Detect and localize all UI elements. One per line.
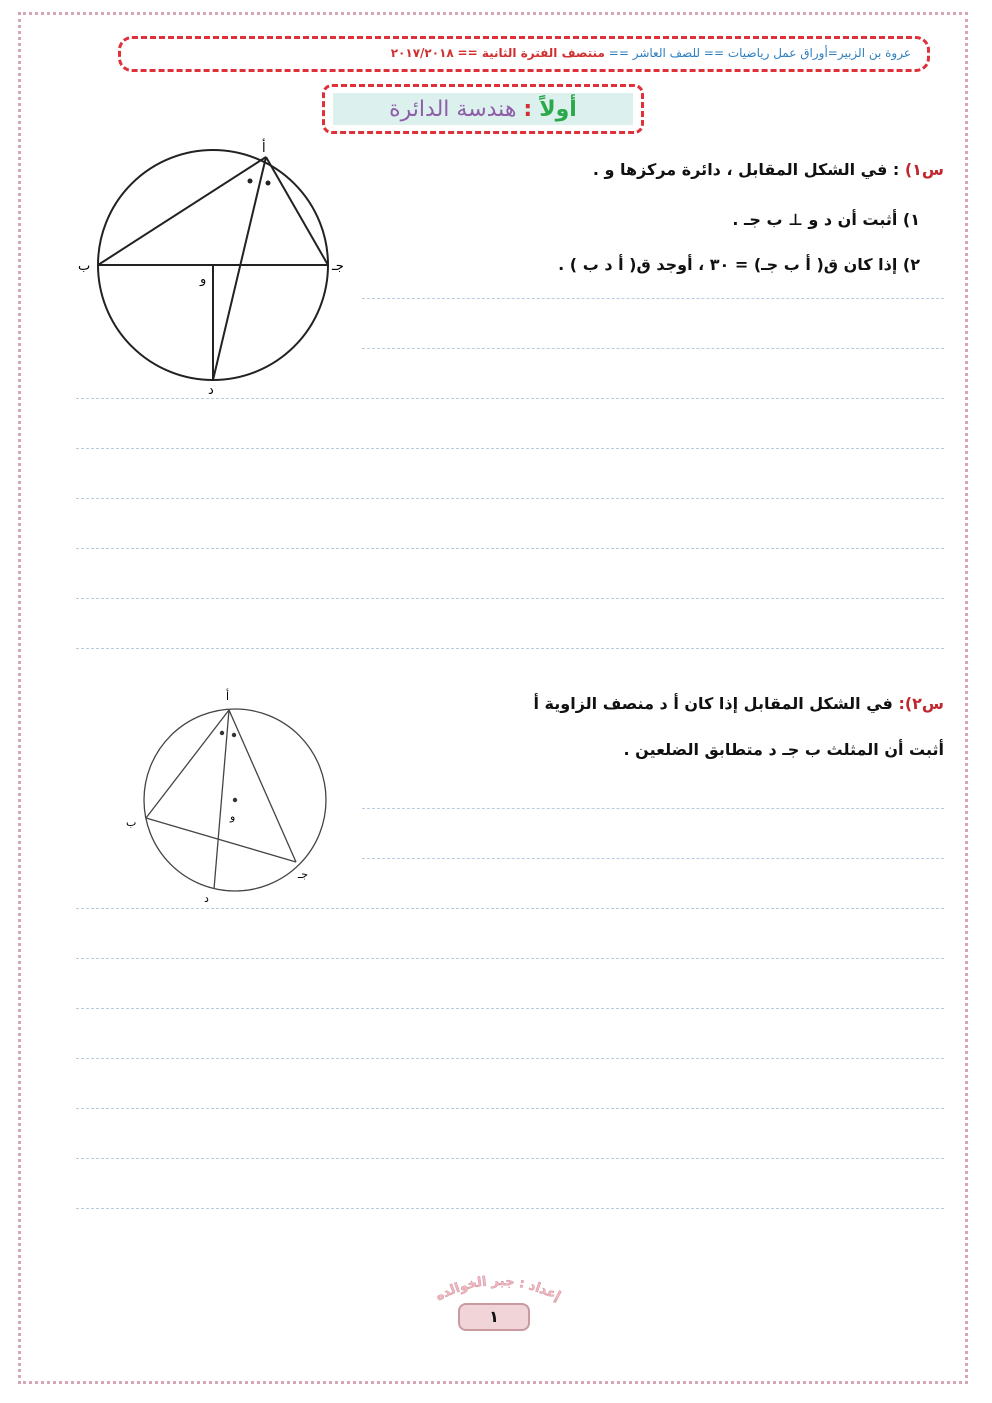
- title-colon: :: [523, 97, 533, 122]
- q2-fig-label-d: د: [204, 892, 209, 905]
- q1-fig-label-j: جـ: [332, 259, 344, 274]
- q1-item2: ٢) إذا كان ق( ﺃ ب جـ) = ٣٠ ، أوجد ق( ﺃ د ب ) .: [558, 255, 920, 274]
- svg-text:إعداد : جبر الخوالده: إعداد : جبر الخوالده: [433, 1273, 563, 1305]
- header-banner: [118, 36, 930, 72]
- answer-line: [76, 648, 944, 649]
- q2-fig-label-a: ﺃ: [226, 690, 230, 703]
- answer-line: [76, 1058, 944, 1059]
- answer-line: [362, 298, 944, 299]
- q1-fig-label-d: د: [208, 383, 214, 398]
- q1-fig-label-w: و: [200, 272, 207, 287]
- answer-line: [76, 448, 944, 449]
- q2-stem: [534, 694, 945, 713]
- q2-label: س٢):: [898, 694, 944, 713]
- q2-fig-label-w: و: [230, 810, 236, 823]
- q1-fig-label-a: ﺃ: [262, 141, 266, 156]
- header-school: عروة بن الزبير=أوراق عمل رياضيات ==: [703, 46, 911, 60]
- q2-text: في الشكل المقابل إذا كان ﺃ د منصف الزاوية ﺃ: [533, 694, 893, 713]
- answer-line: [76, 598, 944, 599]
- q2-figure: [120, 686, 340, 906]
- answer-line: [362, 858, 944, 859]
- page-number: ١: [458, 1303, 530, 1331]
- q1-fig-label-b: ب: [78, 259, 91, 274]
- answer-line: [76, 1158, 944, 1159]
- q2-item1: أثبت أن المثلث ب جـ د متطابق الضلعين .: [623, 740, 944, 759]
- q2-fig-label-b: ب: [126, 816, 137, 829]
- section-title-box: [322, 84, 644, 134]
- answer-line: [76, 1208, 944, 1209]
- answer-line: [362, 348, 944, 349]
- header-year: ٢٠١٧/٢٠١٨: [390, 46, 454, 60]
- answer-line: [76, 1108, 944, 1109]
- q1-label: س١): [904, 160, 944, 179]
- title-text: هندسة الدائرة: [389, 97, 517, 122]
- header-period: منتصف الفترة الثانية ==: [457, 46, 605, 60]
- answer-line: [76, 398, 944, 399]
- title-prefix: أولاً: [539, 97, 577, 122]
- q1-stem: [593, 160, 944, 179]
- answer-line: [76, 958, 944, 959]
- section-title: [333, 93, 633, 125]
- answer-line: [76, 548, 944, 549]
- answer-line: [76, 498, 944, 499]
- q2-fig-label-j: جـ: [298, 868, 309, 881]
- answer-line: [362, 808, 944, 809]
- q1-item1: ١) أثبت أن د و ⊥ ب جـ .: [732, 210, 920, 229]
- q1-text: : في الشكل المقابل ، دائرة مركزها و .: [592, 160, 900, 179]
- q1-figure: [72, 138, 362, 398]
- answer-line: [76, 1008, 944, 1009]
- header-grade: للصف العاشر ==: [608, 46, 701, 60]
- answer-line: [76, 908, 944, 909]
